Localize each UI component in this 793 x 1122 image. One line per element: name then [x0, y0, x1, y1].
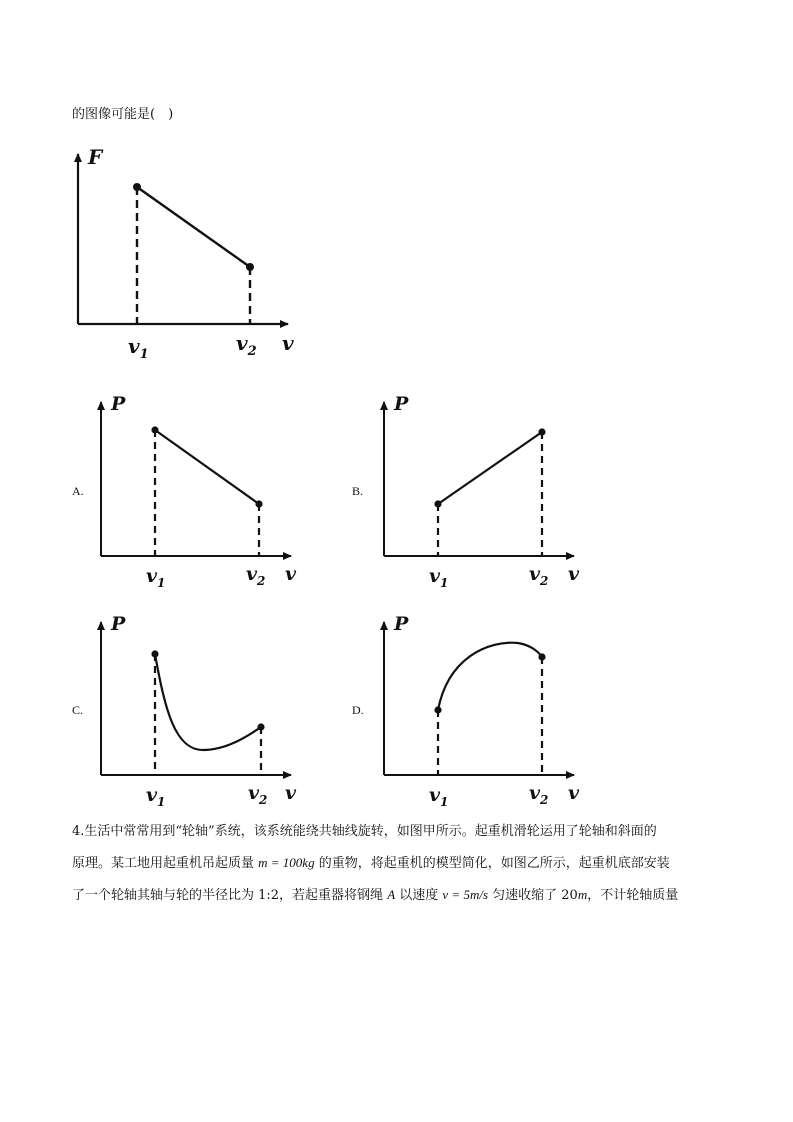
svg-text:v1: $v_1$ [146, 565, 166, 590]
svg-text:v: v [285, 563, 297, 585]
svg-text:v: v [568, 782, 580, 804]
option-c-graph[interactable] [85, 610, 305, 810]
svg-text:v: v [568, 563, 580, 585]
option-b-curve [438, 432, 542, 504]
svg-text:P: P [111, 613, 126, 635]
option-d-curve [438, 643, 542, 710]
svg-text:v1: $v_1$ [429, 565, 449, 590]
tick-v2: $v_2$ [236, 331, 257, 359]
option-b-label[interactable]: B. [352, 484, 364, 498]
option-c-label[interactable]: C. [72, 703, 84, 717]
option-a-curve [155, 430, 259, 504]
option-c-curve [155, 654, 261, 750]
svg-text:P: P [111, 393, 126, 415]
svg-text:v2: $v_2$ [529, 563, 549, 588]
svg-text:v1: $v_1$ [146, 784, 166, 809]
svg-text:P: P [394, 613, 409, 635]
f-v-line [137, 187, 250, 267]
svg-text:v2: $v_2$ [248, 782, 268, 807]
option-d-label[interactable]: D. [352, 703, 364, 717]
option-a-label[interactable]: A. [72, 484, 84, 498]
svg-text:P: P [394, 393, 409, 415]
svg-text:v2: $v_2$ [529, 782, 549, 807]
tick-v1: $v_1$ [128, 334, 149, 362]
option-a-graph[interactable] [85, 390, 305, 590]
svg-text:v: v [285, 782, 297, 804]
x-axis-label: v [282, 331, 294, 355]
option-b-graph[interactable] [368, 390, 588, 590]
main-graph-f-v [60, 140, 310, 365]
point-end [246, 263, 254, 271]
point-start [133, 183, 141, 191]
y-axis-label: F [88, 145, 103, 169]
problem4-line1: 4.生活中常常用到“轮轴”系统，该系统能绕共轴线旋转，如图甲所示。起重机滑轮运用了轮轴和斜面的 [72, 824, 657, 839]
svg-text:v2: $v_2$ [246, 563, 266, 588]
problem4-line2: 原理。某工地用起重机吊起质量 m = 100kg 的重物，将起重机的模型简化，如图乙所示，起重机底部安装 [72, 855, 670, 871]
svg-text:v1: $v_1$ [429, 784, 449, 809]
question-stem: 的图像可能是( ) [72, 107, 174, 122]
option-d-graph[interactable] [368, 610, 588, 810]
problem4-line3: 了一个轮轴其轴与轮的半径比为 1:2，若起重器将钢绳 A 以速度 v = 5m/s 匀速收缩了 20m，不计轮轴质量 [72, 887, 679, 903]
